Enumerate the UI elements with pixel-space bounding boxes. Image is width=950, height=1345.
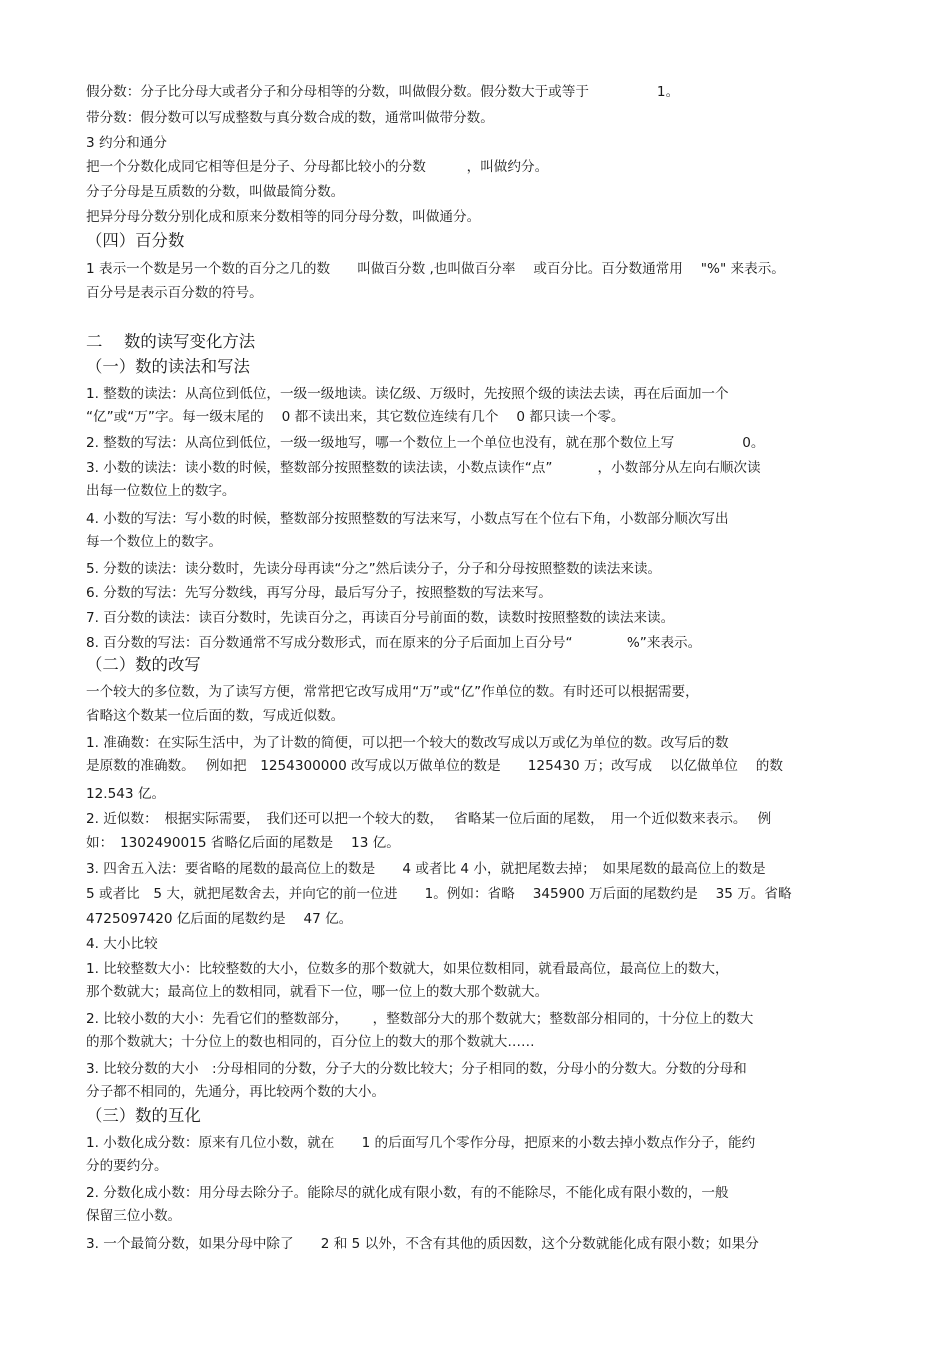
- line-decimal-to-fraction-2: 分的要约分。: [86, 1158, 168, 1174]
- line-fraction-writing: 6. 分数的写法：先写分数线，再写分母，最后写分子，按照整数的写法来写。: [86, 585, 552, 601]
- line-integer-reading-2: “亿”或“万”字。每一级末尾的 0 都不读出来，其它数位连续有几个 0 都只读一个零。: [86, 409, 625, 425]
- line-rewriting-intro-1: 一个较大的多位数，为了读写方便，常常把它改写成用“万”或“亿”作单位的数。有时还可以根据需要，: [86, 684, 699, 700]
- line-fraction-to-decimal-2: 保留三位小数。: [86, 1208, 182, 1224]
- line-rounding-2: 5 或者比 5 大，就把尾数舍去，并向它的前一位进 1。例如：省略 345900 万后面的尾数约是 35 万。省略: [86, 886, 792, 902]
- line-section-3-title: 3 约分和通分: [86, 135, 167, 151]
- line-rounding-3: 4725097420 亿后面的尾数约是 47 亿。: [86, 911, 353, 927]
- line-approx-number-2: 如： 1302490015 省略亿后面的尾数是 13 亿。: [86, 835, 400, 851]
- line-compare-integer-2: 那个数就大；最高位上的数相同，就看下一位，哪一位上的数大那个数就大。: [86, 984, 549, 1000]
- line-percentage-definition: 1 表示一个数是另一个数的百分之几的数 叫做百分数 ,也叫做百分率 或百分比。百分数通常用 "%" 来表示。: [86, 261, 785, 277]
- line-exact-number-3: 12.543 亿。: [86, 786, 166, 802]
- line-mixed-number: 带分数：假分数可以写成整数与真分数合成的数，通常叫做带分数。: [86, 110, 494, 126]
- line-improper-fraction: 假分数：分子比分母大或者分子和分母相等的分数，叫做假分数。假分数大于或等于 1。: [86, 84, 680, 100]
- line-percent-writing: 8. 百分数的写法：百分数通常不写成分数形式，而在原来的分子后面加上百分号“ %”来表示。: [86, 635, 702, 651]
- line-decimal-reading-2: 出每一位数位上的数字。: [86, 483, 236, 499]
- line-simplest-fraction-rule: 3. 一个最简分数，如果分母中除了 2 和 5 以外，不含有其他的质因数，这个分数就能化成有限小数；如果分: [86, 1236, 759, 1252]
- heading-section-two: 二 数的读写变化方法: [86, 332, 256, 351]
- line-decimal-to-fraction-1: 1. 小数化成分数：原来有几位小数，就在 1 的后面写几个零作分母，把原来的小数去掉小数点作分子，能约: [86, 1135, 756, 1151]
- line-decimal-reading-1: 3. 小数的读法：读小数的时候，整数部分按照整数的读法读，小数点读作“点” ，小数部分从左向右顺次读: [86, 460, 761, 476]
- heading-percentage: （四）百分数: [86, 231, 185, 250]
- line-decimal-writing-2: 每一个数位上的数字。: [86, 534, 222, 550]
- line-fraction-to-decimal-1: 2. 分数化成小数：用分母去除分子。能除尽的就化成有限小数，有的不能除尽，不能化成有限小数的，一般: [86, 1185, 729, 1201]
- line-compare-integer-1: 1. 比较整数大小：比较整数的大小，位数多的那个数就大，如果位数相同，就看最高位，最高位上的数大，: [86, 961, 729, 977]
- line-common-denominator: 把异分母分数分别化成和原来分数相等的同分母分数，叫做通分。: [86, 209, 481, 225]
- line-rounding-1: 3. 四舍五入法：要省略的尾数的最高位上的数是 4 或者比 4 小，就把尾数去掉； 如果尾数的最高位上的数是: [86, 861, 766, 877]
- line-exact-number-1: 1. 准确数：在实际生活中，为了计数的简便，可以把一个较大的数改写成以万或亿为单位的数。改写后的数: [86, 735, 729, 751]
- line-compare-decimal-1: 2. 比较小数的大小：先看它们的整数部分， ，整数部分大的那个数就大；整数部分相同的，十分位上的数大: [86, 1011, 754, 1027]
- heading-reading-writing: （一）数的读法和写法: [86, 357, 250, 376]
- heading-conversion: （三）数的互化: [86, 1106, 201, 1125]
- line-compare-title: 4. 大小比较: [86, 936, 158, 952]
- line-approx-number-1: 2. 近似数： 根据实际需要， 我们还可以把一个较大的数， 省略某一位后面的尾数， 用一个近似数来表示。 例: [86, 811, 772, 827]
- line-decimal-writing-1: 4. 小数的写法：写小数的时候，整数部分按照整数的写法来写，小数点写在个位右下角，小数部分顺次写出: [86, 511, 729, 527]
- line-compare-fraction-2: 分子都不相同的，先通分，再比较两个数的大小。: [86, 1084, 386, 1100]
- line-simplest-fraction: 分子分母是互质数的分数，叫做最简分数。: [86, 184, 345, 200]
- line-reduce-fraction: 把一个分数化成同它相等但是分子、分母都比较小的分数 ，叫做约分。: [86, 159, 549, 175]
- line-compare-decimal-2: 的那个数就大；十分位上的数也相同的，百分位上的数大的那个数就大……: [86, 1034, 535, 1050]
- line-fraction-reading: 5. 分数的读法：读分数时，先读分母再读“分之”然后读分子，分子和分母按照整数的读法来读。: [86, 561, 662, 577]
- line-percent-reading: 7. 百分数的读法：读百分数时，先读百分之，再读百分号前面的数，读数时按照整数的读法来读。: [86, 610, 675, 626]
- line-integer-reading-1: 1. 整数的读法：从高位到低位，一级一级地读。读亿级、万级时，先按照个级的读法去读，再在后面加一个: [86, 386, 729, 402]
- line-compare-fraction-1: 3. 比较分数的大小 :分母相同的分数，分子大的分数比较大；分子相同的数，分母小的分数大。分数的分母和: [86, 1061, 747, 1077]
- line-rewriting-intro-2: 省略这个数某一位后面的数，写成近似数。: [86, 708, 345, 724]
- line-integer-writing: 2. 整数的写法：从高位到低位，一级一级地写，哪一个数位上一个单位也没有，就在那个数位上写 0。: [86, 435, 765, 451]
- heading-rewriting: （二）数的改写: [86, 655, 201, 674]
- line-percent-sign: 百分号是表示百分数的符号。: [86, 285, 263, 301]
- line-exact-number-2: 是原数的准确数。 例如把 1254300000 改写成以万做单位的数是 125430 万；改写成 以亿做单位 的数: [86, 758, 783, 774]
